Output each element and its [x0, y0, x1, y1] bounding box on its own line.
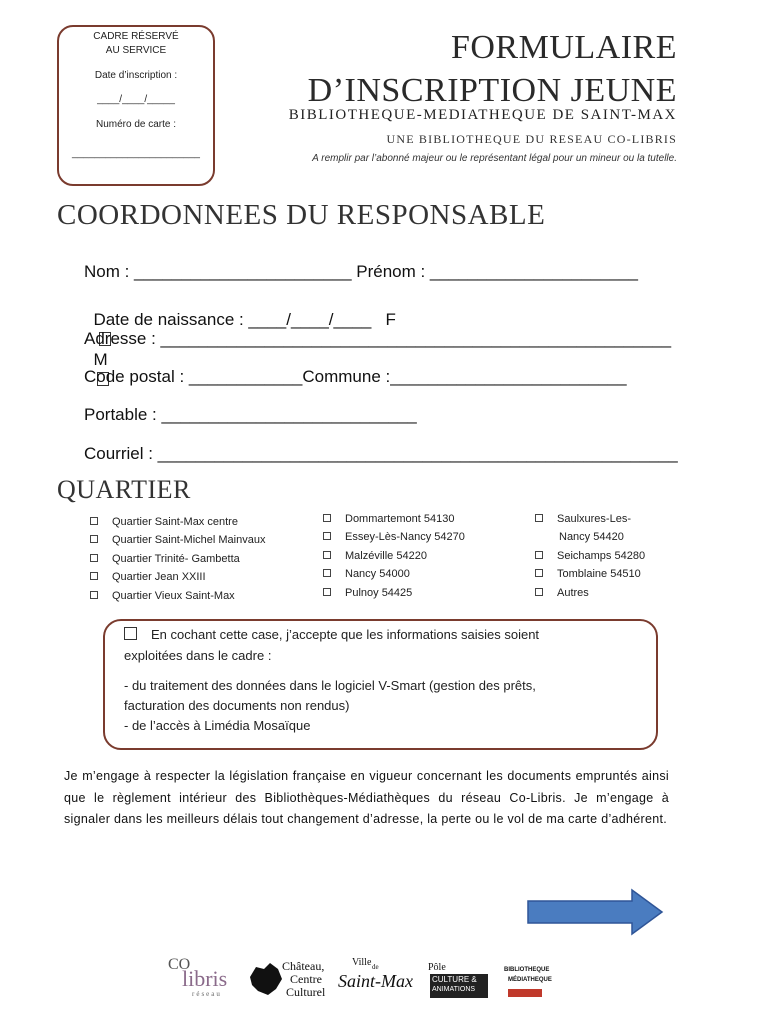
- checkbox-icon[interactable]: [535, 588, 543, 596]
- service-box-title-2: AU SERVICE: [105, 45, 167, 56]
- commune-option-continued: Nancy 54420: [559, 531, 624, 543]
- consent-box: [103, 619, 658, 750]
- card-number-field[interactable]: _______________________: [72, 148, 200, 159]
- consent-line-5: - de l’accès à Limédia Mosaïque: [124, 718, 311, 733]
- fill-note: A remplir par l’abonné majeur ou le représentant légal pour un mineur ou la tutelle.: [312, 153, 677, 164]
- commune-option[interactable]: Seichamps 54280: [535, 550, 645, 562]
- checkbox-icon[interactable]: [323, 514, 331, 522]
- pole-culture-logo: Pôle CULTURE & ANIMATIONS: [420, 962, 492, 1000]
- m-label: M: [93, 350, 108, 369]
- quartier-option[interactable]: Quartier Saint-Max centre: [90, 516, 238, 528]
- consent-line-2: exploitées dans le cadre :: [124, 648, 272, 663]
- checkbox-icon[interactable]: [535, 569, 543, 577]
- checkbox-icon[interactable]: [90, 554, 98, 562]
- next-arrow-icon[interactable]: [526, 888, 666, 936]
- service-box-title-1: CADRE RÉSERVÉ: [93, 31, 179, 42]
- form-title-line2: D’INSCRIPTION JEUNE: [307, 72, 677, 109]
- network-name: UNE BIBLIOTHEQUE DU RESEAU CO-LIBRIS: [386, 132, 677, 146]
- portable-field[interactable]: Portable : ___________________________: [84, 405, 417, 424]
- colibris-logo: CO libris réseau: [168, 956, 228, 998]
- responsable-section-title: COORDONNEES DU RESPONSABLE: [57, 199, 546, 231]
- checkbox-icon[interactable]: [323, 551, 331, 559]
- checkbox-icon[interactable]: [323, 588, 331, 596]
- code-postal-commune-field[interactable]: Code postal : ____________Commune :_________________________: [84, 367, 627, 386]
- checkbox-icon[interactable]: [535, 514, 543, 522]
- consent-line-1: En cochant cette case, j’accepte que les informations saisies soient: [124, 627, 539, 642]
- inscription-date-label: Date d’inscription :: [94, 70, 178, 81]
- commune-option[interactable]: Pulnoy 54425: [323, 587, 412, 599]
- commune-option[interactable]: Tomblaine 54510: [535, 568, 641, 580]
- pledge-paragraph: Je m’engage à respecter la législation française en vigueur concernant les documents empruntés ainsi que le règlement intérieur des Bibliothèques-Médiathèques du réseau Co-Libris. Je m’engage à signaler dans les meilleurs délais tout changement d’adresse, la perte ou le vol de ma carte d’adhérent.: [64, 769, 669, 826]
- map-silhouette-icon: [246, 959, 286, 999]
- commune-option[interactable]: Saulxures-Les-: [535, 513, 631, 525]
- checkbox-icon[interactable]: [90, 572, 98, 580]
- inscription-date-field[interactable]: ____/____/_____: [97, 94, 175, 105]
- checkbox-icon[interactable]: [90, 535, 98, 543]
- checkbox-icon[interactable]: [90, 591, 98, 599]
- adresse-field[interactable]: Adresse : ______________________________________________________: [84, 329, 672, 348]
- chateau-centre-culturel-logo: Château, Centre Culturel: [246, 957, 332, 1002]
- commune-option[interactable]: Autres: [535, 587, 589, 599]
- commune-option[interactable]: Essey-Lès-Nancy 54270: [323, 531, 465, 543]
- form-title-line1: FORMULAIRE: [450, 29, 677, 66]
- consent-line-3: - du traitement des données dans le logiciel V-Smart (gestion des prêts,: [124, 678, 536, 693]
- service-reserved-box: [57, 25, 215, 186]
- quartier-option[interactable]: Quartier Saint-Michel Mainvaux: [90, 534, 265, 546]
- checkbox-icon[interactable]: [323, 532, 331, 540]
- quartier-option[interactable]: Quartier Trinité- Gambetta: [90, 553, 240, 565]
- consent-line-4: facturation des documents non rendus): [124, 698, 350, 713]
- ville-saint-max-logo: Ville de Saint-Max: [338, 957, 413, 991]
- card-number-label: Numéro de carte :: [95, 119, 177, 130]
- checkbox-icon[interactable]: [535, 551, 543, 559]
- nom-prenom-field[interactable]: Nom : _______________________ Prénom : ______________________: [84, 262, 638, 281]
- commune-option[interactable]: Nancy 54000: [323, 568, 410, 580]
- consent-checkbox[interactable]: [124, 627, 137, 640]
- quartier-option[interactable]: Quartier Vieux Saint-Max: [90, 590, 235, 602]
- quartier-section-title: QUARTIER: [57, 475, 191, 504]
- library-name: BIBLIOTHEQUE-MEDIATHEQUE DE SAINT-MAX: [288, 107, 677, 123]
- checkbox-icon[interactable]: [90, 517, 98, 525]
- quartier-option[interactable]: Quartier Jean XXIII: [90, 571, 206, 583]
- courriel-field[interactable]: Courriel : _______________________________________________________: [84, 444, 678, 463]
- dob-text: Date de naissance : ____/____/____ F: [93, 310, 396, 329]
- commune-option[interactable]: Malzéville 54220: [323, 550, 427, 562]
- bibliotheque-mediatheque-logo: BIBLIOTHEQUE MÉDIATHEQUE: [500, 961, 550, 1001]
- checkbox-icon[interactable]: [323, 569, 331, 577]
- commune-option[interactable]: Dommartemont 54130: [323, 513, 454, 525]
